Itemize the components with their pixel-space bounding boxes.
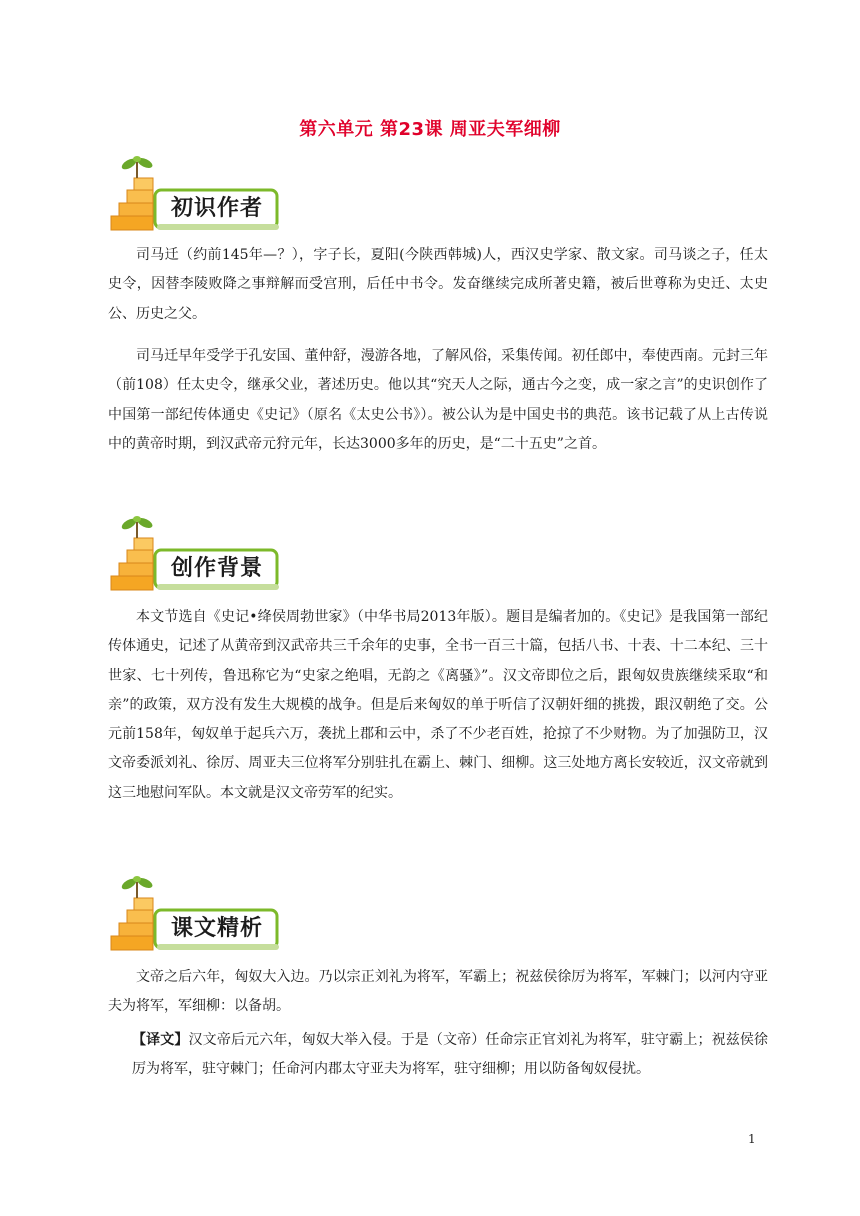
- translation-paragraph: [108, 1026, 768, 1085]
- section-header-author: [107, 156, 282, 236]
- paragraph: 本文节选自《史记•绛侯周勃世家》（中华书局2013年版）。题目是编者加的。《史记》是我国第一部纪传体通史，记述了从黄帝到汉武帝共三千余年的史事，全书一百三十篇，包括八书、十表、十二本纪、三十世家、七十列传，鲁迅称它为“史家之绝唱，无韵之《离骚》”。汉文帝即位之后，跟匈奴贵族继续采取“和亲”的政策，双方没有发生大规模的战争。但是后来匈奴的单于听信了汉朝奸细的挑拨，跟汉朝绝了交。公元前158年，匈奴单于起兵六万，袭扰上郡和云中，杀了不少老百姓，抢掠了不少财物。为了加强防卫，汉文帝委派刘礼、徐厉、周亚夫三位将军分别驻扎在霸上、棘门、细柳。这三处地方离长安较近，汉文帝就到这三地慰问军队。本文就是汉文帝劳军的纪实。: [108, 609, 768, 801]
- section-heading: 课文精析: [170, 916, 263, 941]
- section-heading: 初识作者: [170, 196, 263, 221]
- section-header-analysis: [107, 876, 282, 956]
- page-number: 1: [748, 1132, 756, 1146]
- translation-tag: 【译文】: [132, 1032, 189, 1048]
- paragraph: 司马迁（约前145年—？），字子长，夏阳(今陕西韩城)人，西汉史学家、散文家。司马谈之子，任太史令，因替李陵败降之事辩解而受宫刑，后任中书令。发奋继续完成所著史籍，被后世尊称为史迁、太史公、历史之父。: [108, 247, 768, 322]
- section-header-background: [107, 516, 282, 596]
- document-title: 第六单元 第23课 周亚夫军细柳: [299, 119, 561, 140]
- section-heading: 创作背景: [170, 556, 263, 581]
- paragraph: 文帝之后六年，匈奴大入边。乃以宗正刘礼为将军，军霸上；祝兹侯徐厉为将军，军棘门；以河内守亚夫为将军，军细柳：以备胡。: [108, 969, 768, 1015]
- translation-text: 汉文帝后元六年，匈奴大举入侵。于是（文帝）任命宗正官刘礼为将军，驻守霸上；祝兹侯徐厉为将军，驻守棘门；任命河内郡太守亚夫为将军，驻守细柳；用以防备匈奴侵扰。: [132, 1032, 768, 1078]
- paragraph: 司马迁早年受学于孔安国、董仲舒，漫游各地，了解风俗，采集传闻。初任郎中，奉使西南。元封三年（前108）任太史令，继承父业，著述历史。他以其“究天人之际，通古今之变，成一家之言”的史识创作了中国第一部纪传体通史《史记》（原名《太史公书》）。被公认为是中国史书的典范。该书记载了从上古传说中的黄帝时期，到汉武帝元狩元年，长达3000多年的历史，是“二十五史”之首。: [108, 348, 768, 452]
